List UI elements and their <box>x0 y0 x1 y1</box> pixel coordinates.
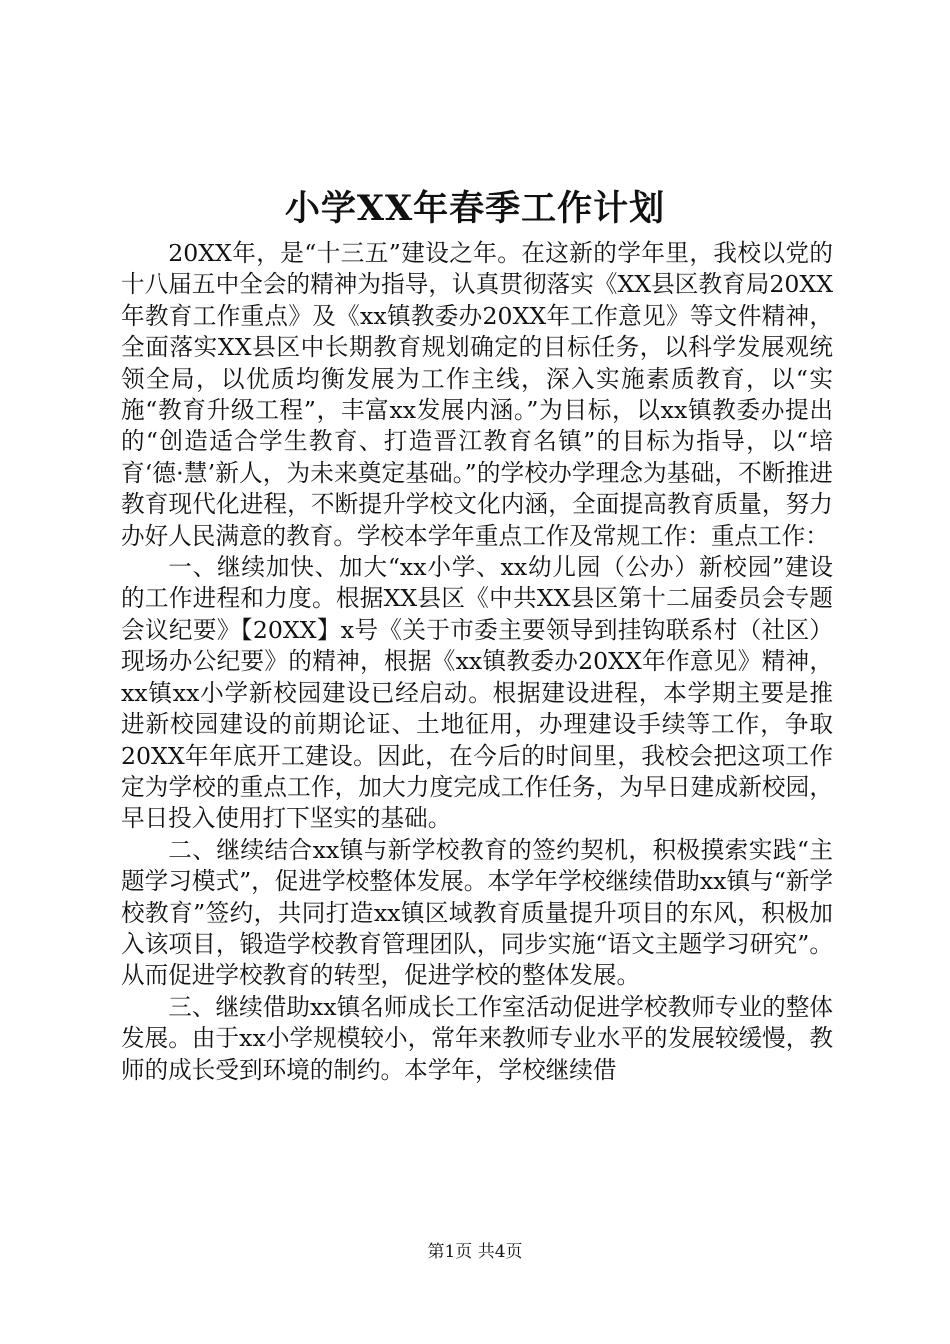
document-body <box>121 238 833 1086</box>
paragraph-intro: 20XX年，是“十三五”建设之年。在这新的学年里，我校以党的十八届五中全会的精神为指导，认真贯彻落实《XX县区教育局20XX年教育工作重点》及《xx镇教委办20XX年工作意见》等文件精神，全面落实XX县区中长期教育规划确定的目标任务，以科学发展观统领全局，以优质均衡发展为工作主线，深入实施素质教育，以“实施“教育升级工程”，丰富xx发展内涵。”为目标，以xx镇教委办提出的“创造适合学生教育、打造晋江教育名镇”的目标为指导，以“培育‘德·慧’新人，为未来奠定基础。”的学校办学理念为基础，不断推进教育现代化进程，不断提升学校文化内涵，全面提高教育质量，努力办好人民满意的教育。学校本学年重点工作及常规工作：重点工作： <box>121 239 833 550</box>
document-title: 小学XX年春季工作计划 <box>284 188 666 229</box>
paragraph-item-2: 二、继续结合xx镇与新学校教育的签约契机，积极摸索实践“主题学习模式”，促进学校整体发展。本学年学校继续借助xx镇与“新学校教育”签约，共同打造xx镇区域教育质量提升项目的东风，积极加入该项目，锻造学校教育管理团队，同步实施“语文主题学习研究”。从而促进学校教育的转型，促进学校的整体发展。 <box>121 835 833 990</box>
paragraph-item-1: 一、继续加快、加大“xx小学、xx幼儿园（公办）新校园”建设的工作进程和力度。根据XX县区《中共XX县区第十二届委员会专题会议纪要》【20XX】x号《关于市委主要领导到挂钩联系村（社区）现场办公纪要》的精神，根据《xx镇教委办20XX年作意见》精神，xx镇xx小学新校园建设已经启动。根据建设进程，本学期主要是推进新校园建设的前期论证、土地征用，办理建设手续等工作，争取20XX年年底开工建设。因此，在今后的时间里，我校会把这项工作定为学校的重点工作，加大力度完成工作任务，为早日建成新校园，早日投入使用打下坚实的基础。 <box>121 553 833 833</box>
page-footer: 第1页 共4页 <box>427 1242 523 1262</box>
paragraph-item-3: 三、继续借助xx镇名师成长工作室活动促进学校教师专业的整体发展。由于xx小学规模较小，常年来教师专业水平的发展较缓慢，教师的成长受到环境的制约。本学年，学校继续借 <box>121 992 833 1084</box>
